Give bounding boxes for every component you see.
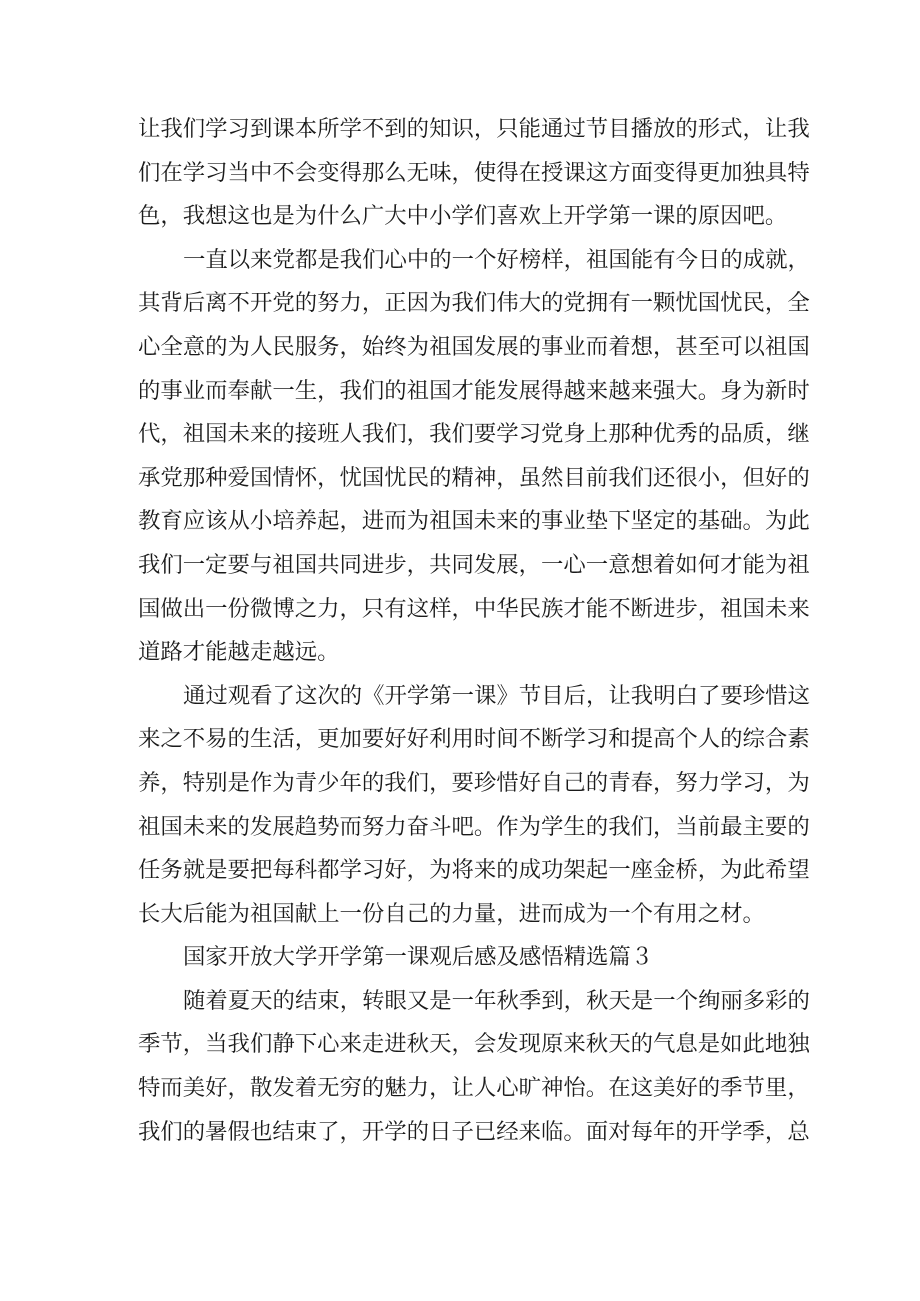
text-line: 一直以来党都是我们心中的一个好榜样，祖国能有今日的成就， [183,246,810,273]
text-line: 我们一定要与祖国共同进步，共同发展，一心一意想着如何才能为祖 [138,551,810,578]
document-body [138,108,810,1154]
text-line: 特而美好，散发着无穷的魅力，让人心旷神怡。在这美好的季节里， [138,1075,810,1102]
text-line: 让我们学习到课本所学不到的知识，只能通过节目播放的形式，让我 [138,116,810,142]
section-title: 国家开放大学开学第一课观后感及感悟精选篇３ [183,944,654,971]
text-line: 祖国未来的发展趋势而努力奋斗吧。作为学生的我们，当前最主要的 [138,813,810,840]
section-heading [138,936,798,980]
text-line: 任务就是要把每科都学习好，为将来的成功架起一座金桥，为此希望 [138,857,810,884]
text-line: 其背后离不开党的努力，正因为我们伟大的党拥有一颗忧国忧民，全 [138,290,810,317]
text-line: 养，特别是作为青少年的我们，要珍惜好自己的青春，努力学习，为 [138,769,810,796]
text-line: 色，我想这也是为什么广大中小学们喜欢上开学第一课的原因吧。 [138,203,788,230]
text-line: 随着夏天的结束，转眼又是一年秋季到，秋天是一个绚丽多彩的 [183,987,810,1014]
text-line: 我们的暑假也结束了，开学的日子已经来临。面对每年的开学季，总 [138,1118,810,1145]
text-line: 季节，当我们静下心来走进秋天，会发现原来秋天的气息是如此地独 [138,1031,810,1058]
text-line: 心全意的为人民服务，始终为祖国发展的事业而着想，甚至可以祖国 [138,333,810,360]
text-line: 国做出一份微博之力，只有这样，中华民族才能不断进步，祖国未来 [138,595,810,622]
text-line: 承党那种爱国情怀，忧国忧民的精神，虽然目前我们还很小，但好的 [138,464,810,491]
text-line: 通过观看了这次的《开学第一课》节目后，让我明白了要珍惜这 [183,682,810,709]
paragraph-3 [138,675,810,937]
text-line: 代，祖国未来的接班人我们，我们要学习党身上那种优秀的品质，继 [138,421,810,448]
text-line: 教育应该从小培养起，进而为祖国未来的事业垫下坚定的基础。为此 [138,508,810,535]
text-line: 的事业而奉献一生，我们的祖国才能发展得越来越来强大。身为新时 [138,377,810,404]
paragraph-1 [138,108,810,239]
paragraph-2 [138,239,810,675]
text-line: 们在学习当中不会变得那么无味，使得在授课这方面变得更加独具特 [138,159,810,186]
text-line: 长大后能为祖国献上一份自己的力量，进而成为一个有用之材。 [138,900,765,927]
text-line: 道路才能越走越远。 [138,639,340,666]
text-line: 来之不易的生活，更加要好好利用时间不断学习和提高个人的综合素 [138,726,810,753]
paragraph-4 [138,980,810,1154]
